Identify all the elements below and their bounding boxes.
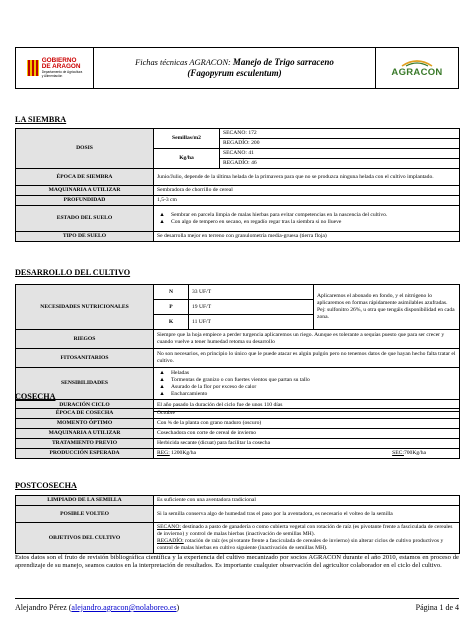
sec-value: 700Kg/ha bbox=[403, 450, 426, 456]
limpiado-label: LIMPIADO DE LA SEMILLA bbox=[16, 496, 154, 506]
volteo-label: POSIBLE VOLTEO bbox=[16, 506, 154, 523]
limpiado-value: Es suficiente con una aventadora tradicional bbox=[154, 496, 460, 506]
epoca-label: ÉPOCA DE SIEMBRA bbox=[16, 169, 154, 186]
logo-line-3: Departamento de Agricultura bbox=[41, 70, 83, 74]
profundidad-label: PROFUNDIDAD bbox=[16, 196, 154, 206]
section-heading-siembra: LA SIEMBRA bbox=[15, 115, 67, 124]
nutrient-element: K bbox=[154, 315, 189, 330]
produccion-value bbox=[154, 449, 460, 459]
triangle-bullet-icon: ▲ bbox=[159, 369, 165, 376]
agracon-arc-icon bbox=[400, 59, 434, 67]
triangle-bullet-icon: ▲ bbox=[159, 211, 165, 218]
title-sub: (Fagopyrum esculentum) bbox=[187, 68, 282, 78]
title-prefix: Fichas técnicas AGRACON: bbox=[135, 58, 233, 67]
fito-label: FITOSANITARIOS bbox=[16, 349, 154, 368]
triangle-bullet-icon: ▲ bbox=[159, 383, 165, 390]
estado-item-2: Con algo de tempero en secano, en regadío regar tras la siembra si no llueve bbox=[171, 218, 342, 225]
cosecha-value: Octubre bbox=[154, 409, 460, 419]
document-title bbox=[94, 48, 376, 88]
agracon-wordmark: AGRACON bbox=[391, 66, 443, 78]
maquinaria-label: MAQUINARIA A UTILIZAR bbox=[16, 186, 154, 196]
author-close: ) bbox=[176, 603, 180, 612]
author-name: Alejandro Pérez ( bbox=[15, 603, 72, 612]
estado-value bbox=[154, 206, 460, 232]
secano-text: destinado a pasto de ganadería o como cubierta vegetal con rotación de raíz (es pivotante frente a fasciculada de cereales de invierno) y control de malas hierbas (inactivación de semillas MH). bbox=[157, 524, 453, 537]
sens-label: SENSIBILIDADES bbox=[16, 368, 154, 400]
sens-item-2: Tormentas de granizo o con fuertes vientos que partan su tallo bbox=[171, 376, 310, 383]
estado-item-1: Sembrar en parcela limpia de malas hierbas para evitar competencias en la nascencia del cultivo. bbox=[171, 211, 388, 218]
regadio-text: rotación de raíz (es pivotante frente a fasciculada de cereales de invierno) sin alterar ciclos de cultivo productivos y control de malas hierbas en cultivo siguiente (inactivación de semillas MH). bbox=[157, 538, 444, 551]
gobierno-aragon-logo bbox=[16, 48, 94, 88]
reg-value: 1200Kg/ha bbox=[169, 450, 197, 456]
sens-item-4: Encharcamiento bbox=[171, 390, 208, 397]
epoca-value: Junio/Julio, depende de la última helada de la primavera para que no se produzca ninguna helada con el cultivo implantado. bbox=[154, 169, 460, 186]
volteo-value: Si la semilla conserva algo de humedad tras el paso por la aventadora, es necesario el volteo de la semilla bbox=[154, 506, 460, 523]
footer-author bbox=[15, 603, 179, 613]
kg-regadio: REGADÍO: 46 bbox=[220, 159, 460, 169]
kg-secano: SECANO: 41 bbox=[220, 149, 460, 159]
dosis-label: DOSIS bbox=[16, 129, 154, 169]
nutrient-value: 19 UF/T bbox=[189, 300, 314, 315]
list-item bbox=[157, 219, 456, 226]
list-item bbox=[157, 377, 456, 384]
sens-item-1: Heladas bbox=[171, 369, 190, 376]
tipo-value: Se desarrolla mejor en terreno con granulometría media-gruesa (tierra floja) bbox=[154, 232, 460, 242]
siembra-table bbox=[15, 128, 460, 242]
tipo-label: TIPO DE SUELO bbox=[16, 232, 154, 242]
logo-line-1: GOBIERNO bbox=[41, 57, 77, 64]
semillas-regadio: REGADÍO: 200 bbox=[220, 139, 460, 149]
logo-line-2: DE ARAGON bbox=[41, 63, 81, 70]
fito-value: No son necesarios, en principio lo único que le puede atacar es algún pulgón pero no tenemos datos de que hayan hecho falta tratar el cultivo. bbox=[154, 349, 460, 368]
desarrollo-table bbox=[15, 284, 460, 412]
cosecha-value: Cosechadora con corte de cereal de invierno bbox=[154, 429, 460, 439]
objetivo-secano bbox=[157, 524, 456, 538]
riegos-label: RIEGOS bbox=[16, 330, 154, 349]
reg-label: REG: bbox=[157, 450, 170, 456]
list-item bbox=[157, 212, 456, 219]
title-main: Manejo de Trigo sarraceno bbox=[232, 57, 334, 67]
cosecha-label: ÉPOCA DE COSECHA bbox=[16, 409, 154, 419]
semillas-label: Semillas/m2 bbox=[154, 129, 220, 149]
postcosecha-table bbox=[15, 495, 460, 554]
maquinaria-value: Sembradora de chorrillo de cereal bbox=[154, 186, 460, 196]
nutrient-element: P bbox=[154, 300, 189, 315]
list-item bbox=[157, 391, 456, 398]
document-header bbox=[15, 47, 459, 89]
page-footer bbox=[15, 603, 459, 613]
cosecha-table bbox=[15, 408, 460, 459]
triangle-bullet-icon: ▲ bbox=[159, 376, 165, 383]
sec-label: SEC: bbox=[392, 450, 404, 456]
triangle-bullet-icon: ▲ bbox=[159, 390, 165, 397]
nutrient-element: N bbox=[154, 285, 189, 300]
nutri-label: NECESIDADES NUTRICIONALES bbox=[16, 285, 154, 330]
author-email-link[interactable]: alejandro.agracon@nolaboreo.es bbox=[71, 603, 177, 612]
nutri-note: Aplicaremos el abonado en fondo, y el nitrógeno lo aplicaremos en formas rápidamente asimilables azufradas. Pej: sulfonitro 26%, u otra que tengáis disponibilidad en cada zona. bbox=[314, 285, 460, 330]
logo-line-4: y Alimentación bbox=[41, 74, 63, 78]
nutrient-value: 11 UF/T bbox=[189, 315, 314, 330]
cosecha-label: MAQUINARIA A UTILIZAR bbox=[16, 429, 154, 439]
sens-value bbox=[154, 368, 460, 400]
section-heading-cosecha: COSECHA bbox=[15, 392, 56, 401]
duracion-value: El año pasado la duración del ciclo fue de unos 110 días bbox=[154, 400, 460, 412]
regadio-tag: REGADÍO: bbox=[157, 538, 184, 544]
list-item bbox=[157, 370, 456, 377]
nutrient-value: 33 UF/T bbox=[189, 285, 314, 300]
objetivos-value bbox=[154, 523, 460, 554]
aragon-shield-icon bbox=[27, 60, 39, 76]
footer-divider bbox=[15, 598, 459, 599]
disclaimer-note: Estos datos son el fruto de revisión bibliográfica científica y la experiencia del cultivo mecanizado por socios AGRACON durante el año 2010, estamos en proceso de aprendizaje de su manejo, seamos cautos en la interpretación de resultados. Es importante cualquier observación del agricultor colaborador en el ciclo del cultivo. bbox=[15, 554, 459, 570]
secano-tag: SECANO: bbox=[157, 524, 181, 530]
kgha-label: Kg/ha bbox=[154, 149, 220, 169]
section-heading-postcosecha: POSTCOSECHA bbox=[15, 481, 77, 490]
semillas-secano: SECANO: 172 bbox=[220, 129, 460, 139]
duracion-label: DURACIÓN CICLO bbox=[16, 400, 154, 412]
cosecha-label: TRATAMIENTO PREVIO bbox=[16, 439, 154, 449]
sens-item-3: Asurado de la flor por exceso de calor bbox=[171, 383, 257, 390]
produccion-label: PRODUCCIÓN ESPERADA bbox=[16, 449, 154, 459]
cosecha-label: MOMENTO ÓPTIMO bbox=[16, 419, 154, 429]
cosecha-value: Herbicida secante (dicuat) para facilitar la cosecha bbox=[154, 439, 460, 449]
triangle-bullet-icon: ▲ bbox=[159, 218, 165, 225]
objetivo-regadio bbox=[157, 538, 456, 552]
cosecha-value: Con ¾ de la planta con grano maduro (oscuro) bbox=[154, 419, 460, 429]
page-number: Página 1 de 4 bbox=[415, 603, 459, 612]
list-item bbox=[157, 384, 456, 391]
profundidad-value: 1,5-3 cm bbox=[154, 196, 460, 206]
estado-label: ESTADO DEL SUELO bbox=[16, 206, 154, 232]
objetivos-label: OBJETIVOS DEL CULTIVO bbox=[16, 523, 154, 554]
riegos-value: Siempre que la hoja empiece a perder turgencia aplicaremos un riego. Aunque es tolerante a sequías puesto que para ser crecer y cuando vuelve a tener humedad retoma su desarrollo bbox=[154, 330, 460, 349]
section-heading-desarrollo: DESARROLLO DEL CULTIVO bbox=[15, 268, 131, 277]
agracon-logo bbox=[376, 48, 458, 88]
